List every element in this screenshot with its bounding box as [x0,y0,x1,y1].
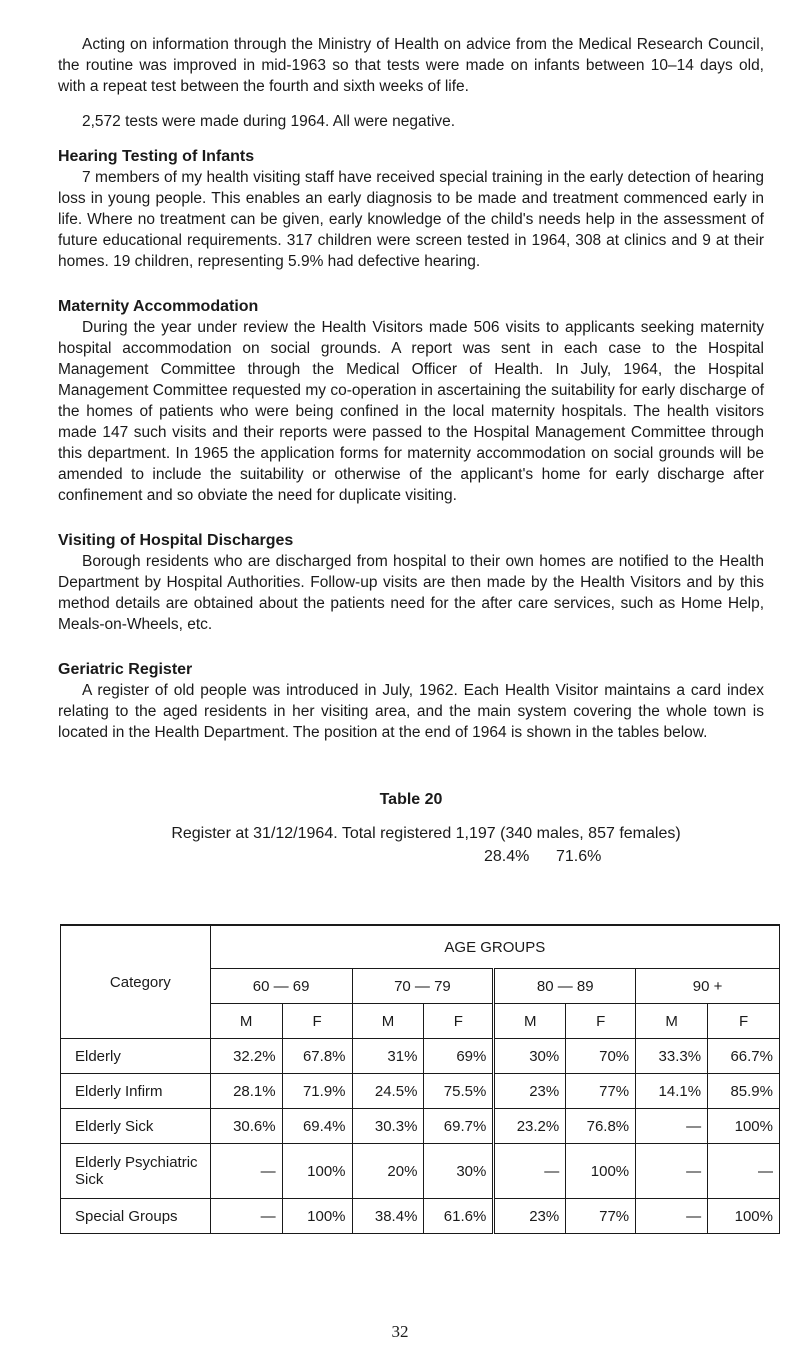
sex-header: F [424,1004,494,1039]
discharges-paragraph: Borough residents who are discharged from hospital to their own homes are notified to the Health Department by Hospital Authorities. Follow-up visits are then made by the Health Visitors and by this method details are obtained about the patients need for the after care services, such as Home Help, Meals-on-Wheels, etc. [58,553,764,633]
section-heading-discharges: Visiting of Hospital Discharges [58,532,294,549]
table-cell: 69.4% [282,1109,352,1144]
table-cell: 100% [282,1199,352,1234]
age-group-header: 60 — 69 [210,969,352,1004]
table-cell: 85.9% [708,1074,780,1109]
table-cell: 70% [566,1039,636,1074]
age-groups-header: AGE GROUPS [210,925,779,969]
section-heading-hearing: Hearing Testing of Infants [58,148,255,165]
table-row [61,1074,780,1109]
table-row [61,1144,780,1199]
row-category: Special Groups [61,1199,211,1234]
table-cell: — [210,1144,282,1199]
table-cell: 24.5% [352,1074,424,1109]
row-category: Elderly Sick [61,1109,211,1144]
sex-header: F [708,1004,780,1039]
pct-female: 71.6% [556,848,602,865]
document-page [58,34,764,867]
section-heading-geriatric: Geriatric Register [58,661,193,678]
sex-header: M [210,1004,282,1039]
table-cell: 23% [494,1199,566,1234]
age-group-header: 90 + [636,969,780,1004]
table-cell: 30% [494,1039,566,1074]
table-cell: 100% [282,1144,352,1199]
table-cell: 76.8% [566,1109,636,1144]
age-groups-table [60,924,780,1234]
table-cell: 20% [352,1144,424,1199]
row-category: Elderly Infirm [61,1074,211,1109]
row-category: Elderly Psychiatric Sick [61,1144,211,1199]
category-header: Category [61,925,211,1039]
table-cell: 31% [352,1039,424,1074]
tests-summary: 2,572 tests were made during 1964. All were negative. [82,113,456,130]
sex-header: F [566,1004,636,1039]
hearing-paragraph: 7 members of my health visiting staff have received special training in the early detection of hearing loss in young people. This enables an early diagnosis to be made and treatment commenced early in life. Where no treatment can be given, early knowledge of the child's needs help in the assessment of future educational requirements. 317 children were screen tested in 1964, 308 at clinics and 9 at their homes. 19 children, representing 5.9% had defective hearing. [58,169,764,270]
intro-paragraph: Acting on information through the Ministry of Health on advice from the Medical Research Council, the routine was improved in mid-1963 so that tests were made on infants between 10–14 days old, with a repeat test between the fourth and sixth weeks of life. [58,36,764,95]
table-row [61,1109,780,1144]
sex-header: M [636,1004,708,1039]
pct-male: 28.4% [484,848,530,865]
table-cell: 23% [494,1074,566,1109]
table-cell: — [494,1144,566,1199]
table-cell: — [636,1109,708,1144]
table-cell: 33.3% [636,1039,708,1074]
table-cell: 30.6% [210,1109,282,1144]
table-row [61,1039,780,1074]
table-title: Table 20 [379,791,443,808]
table-cell: 28.1% [210,1074,282,1109]
age-group-header: 80 — 89 [494,969,636,1004]
table-row [61,1199,780,1234]
geriatric-paragraph: A register of old people was introduced in July, 1962. Each Health Visitor maintains a card index relating to the aged residents in her visiting area, and the main system covering the whole town is located in the Health Department. The position at the end of 1964 is shown in the tables below. [58,682,764,741]
table-cell: 69% [424,1039,494,1074]
table-cell: 67.8% [282,1039,352,1074]
row-category: Elderly [61,1039,211,1074]
table-cell: 77% [566,1074,636,1109]
table-cell: 61.6% [424,1199,494,1234]
page-number: 32 [391,1322,409,1341]
table-cell: 30% [424,1144,494,1199]
maternity-paragraph: During the year under review the Health Visitors made 506 visits to applicants seeking maternity hospital accommodation on social grounds. A report was sent in each case to the Hospital Management Committee through the Medical Officer of Health. In July, 1964, the Hospital Management Committee requested my co-operation in ascertaining the suitability for early discharge of the homes of patients who were being confined in the local maternity hospitals. The health visitors made 147 such visits and their reports were passed to the Hospital Management Committee through this department. In 1965 the application forms for maternity accommodation on social grounds will be amended to include the suitability or otherwise of the applicant's home for early discharge after confinement and so obviate the need for duplicate visiting. [58,319,764,504]
table-cell: 100% [566,1144,636,1199]
section-heading-maternity: Maternity Accommodation [58,298,259,315]
register-line: Register at 31/12/1964. Total registered 1,197 (340 males, 857 females) [171,825,681,842]
sex-header: M [494,1004,566,1039]
table-cell: 38.4% [352,1199,424,1234]
table-cell: 100% [708,1199,780,1234]
sex-header: M [352,1004,424,1039]
age-group-header: 70 — 79 [352,969,494,1004]
table-cell: — [636,1199,708,1234]
table-cell: 30.3% [352,1109,424,1144]
table-cell: 77% [566,1199,636,1234]
table-cell: — [210,1199,282,1234]
table-cell: — [708,1144,780,1199]
table-cell: — [636,1144,708,1199]
table-cell: 75.5% [424,1074,494,1109]
table-cell: 14.1% [636,1074,708,1109]
table-cell: 100% [708,1109,780,1144]
table-cell: 69.7% [424,1109,494,1144]
table-cell: 23.2% [494,1109,566,1144]
sex-header: F [282,1004,352,1039]
table-cell: 66.7% [708,1039,780,1074]
table-cell: 71.9% [282,1074,352,1109]
register-percentages [58,846,764,867]
table-cell: 32.2% [210,1039,282,1074]
